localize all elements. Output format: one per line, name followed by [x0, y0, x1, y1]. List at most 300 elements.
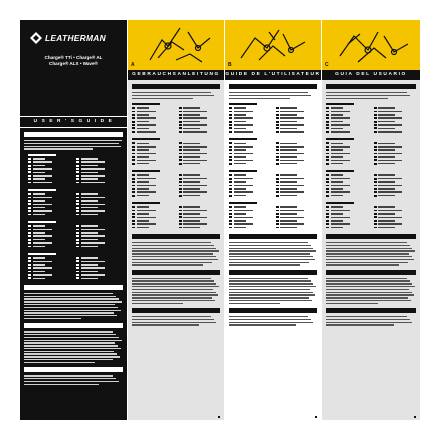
text-line [326, 259, 414, 260]
list-item [28, 267, 71, 269]
list-item [229, 159, 271, 161]
paragraph [132, 278, 220, 304]
list-item [276, 111, 318, 113]
list-item [276, 146, 318, 148]
text-line [229, 264, 300, 265]
list-item [374, 156, 417, 158]
text-line [326, 292, 412, 293]
list-item [326, 178, 369, 180]
text-line [132, 253, 213, 254]
text-line [229, 319, 311, 320]
tool-list [28, 193, 119, 217]
list-item [374, 146, 417, 148]
subheading [28, 154, 56, 156]
text-line [24, 356, 120, 357]
subheading [326, 138, 354, 140]
list-item [326, 131, 369, 133]
list-item [229, 213, 271, 215]
list-item [326, 111, 369, 113]
paragraph [326, 92, 416, 99]
list-item [76, 175, 119, 177]
subheading [326, 202, 354, 204]
list-item [76, 210, 119, 212]
list-item [179, 127, 221, 129]
text-line [24, 351, 114, 352]
list-item [276, 149, 318, 151]
list-item [326, 127, 369, 129]
list-item [374, 220, 417, 222]
tool-list [132, 107, 220, 134]
text-line [326, 300, 411, 301]
paragraph [326, 278, 416, 304]
list-item [326, 195, 369, 197]
tool-list [229, 107, 317, 134]
text-line [229, 300, 312, 301]
list-item [326, 124, 369, 126]
text-line [229, 259, 315, 260]
text-line [326, 289, 409, 290]
panel-letter: C [325, 62, 329, 68]
list-item [276, 153, 318, 155]
list-item [276, 220, 318, 222]
list-item [326, 223, 369, 225]
list-item [229, 191, 271, 193]
list-item [374, 223, 417, 225]
text-line [132, 283, 216, 284]
list-item [179, 131, 221, 133]
list-item [28, 178, 71, 180]
paragraph [229, 278, 317, 304]
text-line [24, 312, 114, 313]
model-list [25, 55, 122, 67]
text-line [229, 95, 311, 96]
list-item [374, 178, 417, 180]
german-column [128, 70, 224, 420]
list-item [179, 195, 221, 197]
list-item [76, 239, 119, 241]
text-line [229, 286, 316, 287]
text-line [132, 245, 214, 246]
list-item [28, 197, 71, 199]
text-line [132, 264, 203, 265]
tool-list [326, 142, 416, 166]
list-item [132, 111, 174, 113]
list-item [132, 223, 174, 225]
text-line [229, 250, 316, 251]
text-line [229, 283, 313, 284]
text-line [326, 280, 410, 281]
list-item [326, 121, 369, 123]
list-item [28, 274, 71, 276]
list-item [179, 188, 221, 190]
paragraph [132, 242, 220, 266]
text-line [24, 293, 113, 294]
tool-list [28, 225, 119, 249]
list-item [229, 142, 271, 144]
text-line [24, 342, 115, 343]
list-item [374, 127, 417, 129]
list-item [28, 158, 71, 160]
list-item [276, 216, 318, 218]
text-line [24, 298, 119, 299]
text-line [326, 248, 412, 249]
illustration-panel-c [322, 20, 420, 70]
subheading [132, 202, 160, 204]
page-mark [218, 416, 220, 418]
brand-header [20, 20, 127, 116]
list-item [229, 124, 271, 126]
user-guide-sheet [20, 20, 420, 420]
list-item [179, 213, 221, 215]
list-item [229, 206, 271, 208]
list-item [28, 175, 71, 177]
list-item [229, 117, 271, 119]
paragraph [326, 242, 416, 266]
tool-list [326, 107, 416, 134]
list-item [276, 223, 318, 225]
text-line [132, 286, 219, 287]
list-item [326, 220, 369, 222]
list-item [179, 210, 221, 212]
subheading [229, 202, 257, 204]
text-line [326, 250, 415, 251]
list-item [229, 153, 271, 155]
list-item [132, 181, 174, 183]
subheading [229, 103, 257, 105]
list-item [76, 161, 119, 163]
list-item [76, 274, 119, 276]
text-line [229, 316, 308, 317]
subheading [326, 103, 354, 105]
section-heading [229, 308, 317, 313]
text-line [229, 256, 313, 257]
list-item [28, 277, 71, 279]
subheading [28, 189, 56, 191]
list-item [76, 246, 119, 248]
list-item [179, 159, 221, 161]
text-line [229, 92, 308, 93]
text-line [326, 297, 408, 298]
section-heading [132, 270, 220, 275]
list-item [28, 161, 71, 163]
section-heading [229, 234, 317, 239]
list-item [276, 174, 318, 176]
list-item [374, 131, 417, 133]
text-line [229, 242, 308, 243]
text-line [326, 303, 378, 304]
text-line [132, 98, 193, 99]
list-item [374, 111, 417, 113]
list-item [28, 207, 71, 209]
text-line [24, 353, 117, 354]
list-item [229, 227, 271, 229]
text-line [326, 319, 410, 320]
leatherman-logo-icon [30, 32, 42, 44]
list-item [179, 191, 221, 193]
list-item [132, 210, 174, 212]
section-heading [24, 367, 123, 372]
list-item [76, 225, 119, 227]
list-item [229, 114, 271, 116]
section-heading [326, 234, 416, 239]
list-item [276, 107, 318, 109]
list-item [179, 124, 221, 126]
list-item [132, 213, 174, 215]
list-item [229, 127, 271, 129]
text-line [132, 262, 212, 263]
text-line [132, 294, 218, 295]
list-item [76, 229, 119, 231]
text-line [132, 280, 214, 281]
section-heading [326, 308, 416, 313]
text-line [229, 294, 315, 295]
text-line [132, 297, 212, 298]
list-item [28, 242, 71, 244]
text-line [24, 301, 122, 302]
list-item [276, 178, 318, 180]
list-item [132, 146, 174, 148]
list-item [326, 149, 369, 151]
list-item [179, 185, 221, 187]
list-item [179, 114, 221, 116]
text-line [326, 324, 394, 325]
list-item [28, 168, 71, 170]
list-item [229, 131, 271, 133]
tool-list [229, 206, 317, 230]
text-line [24, 337, 119, 338]
list-item [132, 220, 174, 222]
text-line [229, 253, 310, 254]
text-line [326, 283, 412, 284]
list-item [374, 117, 417, 119]
list-item [326, 174, 369, 176]
text-line [132, 324, 199, 325]
instruction-paragraph [24, 331, 123, 363]
text-line [132, 242, 211, 243]
list-item [374, 206, 417, 208]
list-item [28, 210, 71, 212]
text-line [24, 362, 95, 363]
paragraph [326, 316, 416, 326]
subheading [132, 138, 160, 140]
list-item [326, 210, 369, 212]
list-item [28, 260, 71, 262]
section-heading [24, 323, 123, 328]
list-item [132, 149, 174, 151]
paragraph [132, 92, 220, 99]
text-line [132, 316, 211, 317]
text-line [24, 304, 115, 305]
text-line [326, 322, 412, 323]
list-item [76, 165, 119, 167]
guide-title-spanish: GUIA DEL USUARIO [322, 70, 420, 80]
list-item [76, 271, 119, 273]
list-item [276, 142, 318, 144]
panel-letter: B [228, 62, 232, 68]
list-item [229, 188, 271, 190]
list-item [179, 111, 221, 113]
text-line [326, 262, 408, 263]
list-item [326, 142, 369, 144]
text-line [326, 245, 410, 246]
list-item [179, 174, 221, 176]
list-item [229, 223, 271, 225]
list-item [326, 191, 369, 193]
section-heading [132, 84, 220, 89]
tool-list [132, 142, 220, 166]
tool-list [229, 142, 317, 166]
list-item [179, 220, 221, 222]
subheading [28, 221, 56, 223]
text-line [326, 92, 407, 93]
text-line [326, 242, 407, 243]
list-item [326, 227, 369, 229]
multitool-illustration [322, 20, 420, 70]
list-item [76, 207, 119, 209]
list-item [76, 182, 119, 184]
brand-name: LEATHERMAN [45, 33, 106, 43]
list-item [374, 107, 417, 109]
paragraph [229, 92, 317, 99]
list-item [229, 178, 271, 180]
list-item [28, 200, 71, 202]
spanish-column [322, 70, 420, 420]
text-line [24, 331, 113, 332]
list-item [76, 232, 119, 234]
list-item [28, 271, 71, 273]
leatherman-logo [30, 32, 106, 44]
list-item [326, 216, 369, 218]
list-item [179, 149, 221, 151]
list-item [28, 246, 71, 248]
list-item [276, 121, 318, 123]
text-line [132, 322, 216, 323]
list-item [76, 277, 119, 279]
list-item [276, 127, 318, 129]
list-item [28, 165, 71, 167]
text-line [229, 245, 311, 246]
illustration-panel-b [225, 20, 321, 70]
text-line [24, 381, 119, 382]
list-item [374, 227, 417, 229]
text-line [132, 300, 215, 301]
list-item [374, 121, 417, 123]
list-item [179, 178, 221, 180]
list-item [276, 213, 318, 215]
instruction-paragraph [24, 293, 123, 319]
list-item [229, 111, 271, 113]
list-item [132, 178, 174, 180]
list-item [229, 185, 271, 187]
text-line [24, 310, 121, 311]
section-heading [229, 270, 317, 275]
section-heading [132, 308, 220, 313]
text-line [132, 303, 183, 304]
text-line [229, 248, 313, 249]
list-item [179, 156, 221, 158]
model-line-1: Charge® TTi • Charge® AL [44, 55, 103, 60]
list-item [132, 131, 174, 133]
section-heading [326, 270, 416, 275]
list-item [132, 142, 174, 144]
list-item [229, 107, 271, 109]
list-item [374, 153, 417, 155]
text-line [326, 278, 407, 279]
tool-list [132, 206, 220, 230]
text-line [229, 280, 311, 281]
list-item [28, 239, 71, 241]
list-item [76, 158, 119, 160]
text-line [326, 253, 409, 254]
list-item [132, 117, 174, 119]
text-line [229, 289, 310, 290]
text-line [326, 98, 388, 99]
list-item [374, 191, 417, 193]
list-item [179, 146, 221, 148]
list-item [28, 225, 71, 227]
section-heading [24, 285, 123, 290]
text-line [132, 95, 214, 96]
text-line [132, 92, 211, 93]
english-column [20, 116, 127, 420]
text-line [24, 345, 118, 346]
text-line [24, 375, 113, 376]
subheading [132, 103, 160, 105]
list-item [326, 206, 369, 208]
subheading [28, 253, 56, 255]
list-item [229, 220, 271, 222]
subheading [229, 170, 257, 172]
list-item [76, 203, 119, 205]
list-item [276, 185, 318, 187]
guide-title-english: U S E R ' S G U I D E [20, 116, 127, 128]
list-item [76, 168, 119, 170]
list-item [326, 185, 369, 187]
tool-list [28, 158, 119, 185]
list-item [374, 188, 417, 190]
list-item [76, 197, 119, 199]
list-item [229, 163, 271, 165]
instruction-paragraph [24, 375, 123, 385]
list-item [76, 257, 119, 259]
list-item [132, 153, 174, 155]
list-item [179, 142, 221, 144]
list-item [276, 156, 318, 158]
list-item [374, 181, 417, 183]
list-item [76, 242, 119, 244]
list-item [229, 210, 271, 212]
list-item [276, 188, 318, 190]
list-item [132, 121, 174, 123]
text-line [326, 95, 410, 96]
text-line [24, 315, 117, 316]
list-item [229, 156, 271, 158]
list-item [76, 264, 119, 266]
text-line [229, 278, 308, 279]
list-item [276, 191, 318, 193]
page-mark [414, 416, 416, 418]
list-item [276, 131, 318, 133]
list-item [179, 163, 221, 165]
text-line [132, 259, 218, 260]
list-item [28, 171, 71, 173]
list-item [276, 117, 318, 119]
list-item [179, 216, 221, 218]
tool-list [132, 174, 220, 198]
text-line [229, 322, 313, 323]
text-line [24, 359, 113, 360]
list-item [76, 267, 119, 269]
